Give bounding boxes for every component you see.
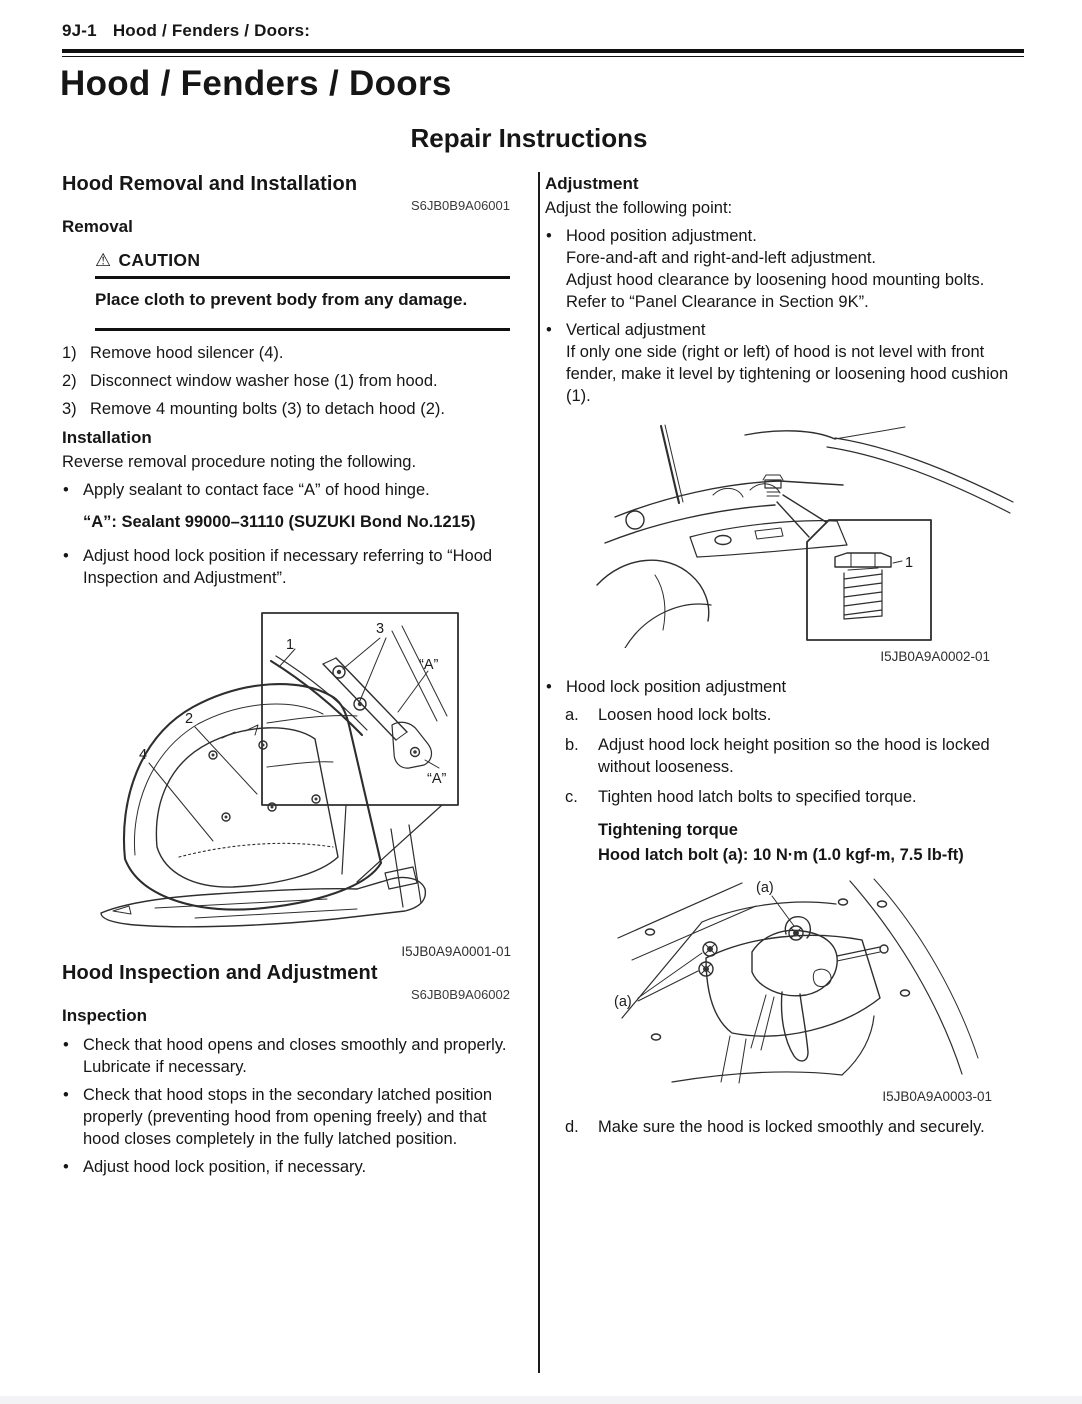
adjustment-bullets <box>545 225 1020 407</box>
removal-step <box>62 342 510 364</box>
caution-rule-bottom <box>95 328 510 331</box>
bullet-text: Adjust hood lock position, if necessary. <box>83 1158 367 1176</box>
hood-cushion-drawing <box>595 423 1015 648</box>
list-item <box>62 1156 510 1178</box>
figure1-callout-4: 4 <box>139 747 148 763</box>
page-title: Hood / Fenders / Doors <box>60 64 452 103</box>
bullet-line: Fore-and-aft and right-and-left adjustment. <box>566 249 876 267</box>
right-column <box>545 172 1020 1146</box>
subheading-inspection: Inspection <box>62 1006 148 1025</box>
bullet-text: Check that hood stops in the secondary latched position properly (preventing hood from opening freely) and that hood closes completely in the fully latched position. <box>83 1086 493 1148</box>
figure3-callout-a-left: (a) <box>614 994 632 1010</box>
subheading-installation: Installation <box>62 428 152 447</box>
list-item <box>62 1034 510 1078</box>
list-item <box>545 225 1020 313</box>
bullet-text: Hood lock position adjustment <box>566 678 787 696</box>
torque-spec-block <box>598 818 994 868</box>
caution-box <box>95 249 510 331</box>
sealant-spec: “A”: Sealant 99000–31110 (SUZUKI Bond No.1215) <box>83 513 476 531</box>
column-divider <box>538 172 540 1373</box>
bullet-line: Hood position adjustment. <box>566 227 757 245</box>
bullet-text: Adjust hood lock position if necessary referring to “Hood Inspection and Adjustment”. <box>83 547 493 587</box>
figure1-callout-2: 2 <box>185 711 194 727</box>
list-item <box>545 319 1020 407</box>
procedure-code-2: S6JB0B9A06002 <box>410 987 510 1002</box>
breadcrumb-label: Hood / Fenders / Doors: <box>112 21 311 40</box>
warning-icon: ⚠ <box>95 250 112 270</box>
adjustment-intro: Adjust the following point: <box>545 199 733 217</box>
list-item <box>62 479 510 501</box>
substep-text: Loosen hood lock bolts. <box>598 706 772 724</box>
substep-letter: a. <box>565 706 579 724</box>
step-text: Remove hood silencer (4). <box>90 344 284 362</box>
figure1-callout-1: 1 <box>286 637 295 653</box>
figure-code: I5JB0A9A0002-01 <box>880 649 990 664</box>
step-number: 3) <box>62 400 77 418</box>
substep <box>545 1116 1020 1138</box>
substep-letter: c. <box>565 788 578 806</box>
figure1-callout-3: 3 <box>376 621 385 637</box>
header-rule-thick <box>62 49 1024 53</box>
substep <box>545 704 1020 726</box>
bullet-text: Check that hood opens and closes smoothly and properly. Lubricate if necessary. <box>83 1036 507 1076</box>
heading-hood-inspection: Hood Inspection and Adjustment <box>62 962 378 984</box>
figure-hood-removal <box>95 611 515 961</box>
bullet-marker: • <box>546 321 552 339</box>
installation-intro: Reverse removal procedure noting the following. <box>62 453 417 471</box>
header-rule-thin <box>62 56 1024 57</box>
caution-heading <box>95 249 510 271</box>
hood-removal-drawing <box>95 611 515 946</box>
breadcrumb-section-number: 9J-1 <box>62 21 97 40</box>
page-bottom-edge <box>0 1396 1082 1404</box>
hood-latch-drawing <box>610 876 1010 1091</box>
substep-letter: d. <box>565 1118 579 1136</box>
procedure-code-1: S6JB0B9A06001 <box>410 198 510 213</box>
figure1-callout-A-upper: “A” <box>419 657 439 673</box>
torque-title: Tightening torque <box>598 821 738 839</box>
bullet-marker: • <box>63 547 69 565</box>
substep <box>545 786 1020 808</box>
figure-code: I5JB0A9A0001-01 <box>401 944 511 959</box>
substep-text: Make sure the hood is locked smoothly and securely. <box>598 1118 985 1136</box>
heading-hood-removal: Hood Removal and Installation <box>62 173 358 195</box>
substep <box>545 734 1020 778</box>
list-item <box>62 1084 510 1150</box>
figure-code: I5JB0A9A0003-01 <box>882 1089 992 1104</box>
figure1-callout-A-lower: “A” <box>427 771 447 787</box>
subheading-adjustment: Adjustment <box>545 174 639 193</box>
bullet-line: Vertical adjustment <box>566 321 706 339</box>
figure2-callout-1: 1 <box>905 555 914 571</box>
step-number: 1) <box>62 344 77 362</box>
left-column <box>62 172 510 1184</box>
removal-steps <box>62 342 510 420</box>
subheading-removal: Removal <box>62 217 133 236</box>
list-item <box>545 676 1020 698</box>
figure3-callout-a-top: (a) <box>756 880 774 896</box>
list-item <box>62 545 510 589</box>
step-number: 2) <box>62 372 77 390</box>
installation-bullets <box>62 479 510 589</box>
lock-adjustment-steps <box>545 704 1020 808</box>
figure-hood-latch <box>610 876 1010 1106</box>
substep-text: Tighten hood latch bolts to specified torque. <box>598 788 917 806</box>
bullet-marker: • <box>63 481 69 499</box>
bullet-marker: • <box>63 1036 69 1054</box>
lock-adjustment-bullet <box>545 676 1020 698</box>
caution-label: CAUTION <box>118 250 201 270</box>
substep-text: Adjust hood lock height position so the hood is locked without looseness. <box>598 736 990 776</box>
bullet-marker: • <box>546 678 552 696</box>
figure-hood-cushion <box>595 423 1015 666</box>
removal-step <box>62 370 510 392</box>
torque-value: Hood latch bolt (a): 10 N·m (1.0 kgf-m, 7.5 lb-ft) <box>598 846 964 864</box>
inspection-bullets <box>62 1034 510 1178</box>
bullet-marker: • <box>63 1158 69 1176</box>
caution-text: Place cloth to prevent body from any damage. <box>95 290 468 309</box>
bullet-text: Apply sealant to contact face “A” of hood hinge. <box>83 481 430 499</box>
bullet-line: Adjust hood clearance by loosening hood mounting bolts. Refer to “Panel Clearance in Section 9K”. <box>566 271 985 311</box>
removal-step <box>62 398 510 420</box>
bullet-marker: • <box>63 1086 69 1104</box>
step-text: Disconnect window washer hose (1) from hood. <box>90 372 438 390</box>
section-title: Repair Instructions <box>410 123 648 153</box>
breadcrumb <box>62 21 310 41</box>
lock-check-step <box>545 1116 1020 1138</box>
bullet-marker: • <box>546 227 552 245</box>
substep-letter: b. <box>565 736 579 754</box>
bullet-line: If only one side (right or left) of hood is not level with front fender, make it level by tightening or loosening hood cushion (1). <box>566 343 1009 405</box>
step-text: Remove 4 mounting bolts (3) to detach hood (2). <box>90 400 445 418</box>
